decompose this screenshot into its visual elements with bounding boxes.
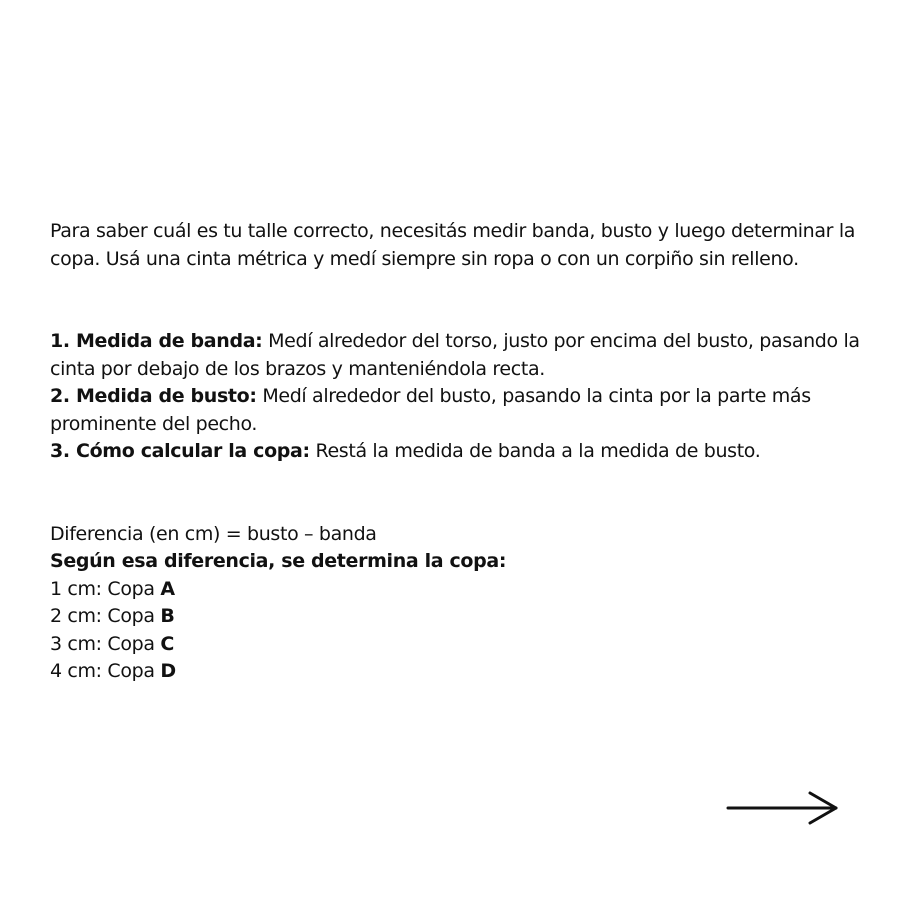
cup-letter: A [160,577,175,600]
formula: Diferencia (en cm) = busto – banda [50,522,377,545]
step-bust [50,383,862,438]
cup-row-prefix: 2 cm: Copa [50,605,161,627]
cup-row-prefix: 1 cm: Copa [50,577,161,600]
measurement-guide [50,218,862,686]
arrow-right-icon[interactable] [726,788,840,828]
spacer [50,466,862,521]
step-cup [50,438,862,466]
cup-row-prefix: 3 cm: Copa [50,632,161,655]
intro-paragraph: Para saber cuál es tu talle correcto, necesitás medir banda, busto y luego determinar la copa. Usá una cinta métrica y medí siempre sin ropa o con un corpiño sin relleno. [50,220,856,270]
cup-letter: C [160,632,174,655]
step-bust-title: 2. Medida de busto: [50,385,257,407]
cup-row-prefix: 4 cm: Copa [50,660,161,682]
step-cup-title: 3. Cómo calcular la copa: [50,440,310,462]
cup-row-c [50,631,862,659]
cup-row-a [50,576,862,604]
step-band [50,328,862,383]
cup-letter: B [160,605,175,627]
cup-row-b [50,603,862,631]
step-cup-text: Restá la medida de banda a la medida de busto. [309,440,761,462]
spacer [50,273,862,328]
step-band-text: Medí alrededor del torso, justo por encima del busto, pasando la cinta por debajo de los brazos y manteniéndola recta. [50,330,860,380]
cup-row-d [50,658,862,686]
cup-letter: D [160,660,176,682]
step-bust-text: Medí alrededor del busto, pasando la cinta por la parte más prominente del pecho. [50,385,811,435]
step-band-title: 1. Medida de banda: [50,330,263,352]
cup-heading: Según esa diferencia, se determina la copa: [50,550,507,572]
